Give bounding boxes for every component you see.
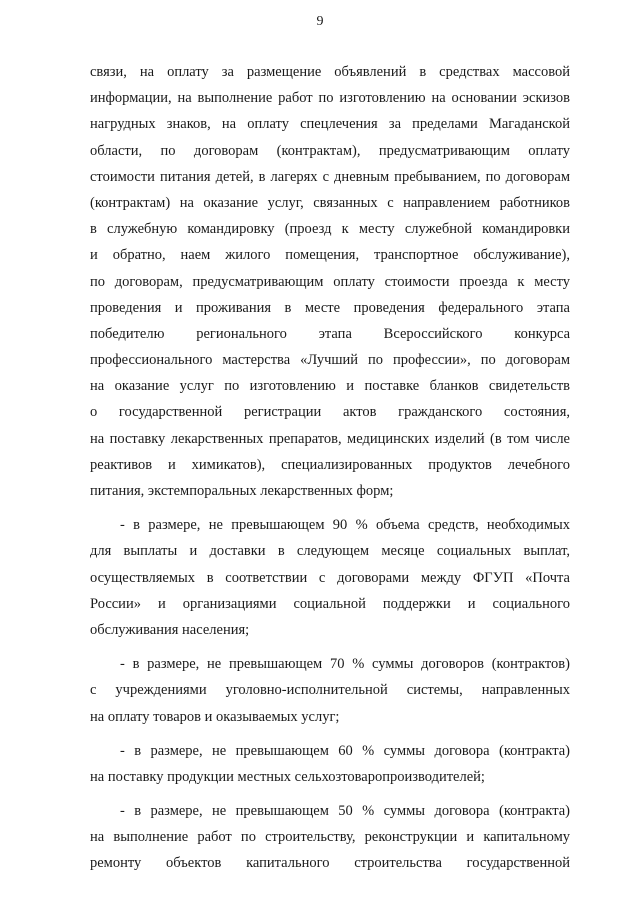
text-line: - в размере, не превышающем 90 % объема средств, необходимых: [120, 517, 570, 534]
text-line: - в размере, не превышающем 50 % суммы договора (контракта): [120, 803, 570, 820]
text-line: в служебную командировку (проезд к месту служебной командировки: [90, 221, 570, 238]
paragraph: [90, 651, 570, 730]
text-line: стоимости питания детей, в лагерях с дневным пребыванием, по договорам: [90, 168, 570, 185]
text-line: ремонту объектов капитального строительства государственной: [90, 855, 570, 872]
text-line: реактивов и химикатов), специализированных продуктов лечебного: [90, 456, 570, 473]
text-line: на поставку продукции местных сельхозтоваропроизводителей;: [90, 768, 485, 785]
text-line: - в размере, не превышающем 70 % суммы договоров (контрактов): [120, 656, 570, 673]
paragraph: [90, 512, 570, 643]
paragraph: [90, 798, 570, 877]
text-line: профессионального мастерства «Лучший по профессии», по договорам: [90, 352, 570, 369]
paragraph-gap: [90, 643, 570, 651]
text-line: информации, на выполнение работ по изготовлению на основании эскизов: [90, 90, 570, 107]
paragraph-gap: [90, 790, 570, 798]
paragraph: [90, 738, 570, 790]
text-line: - в размере, не превышающем 60 % суммы договора (контракта): [120, 742, 570, 759]
text-line: с учреждениями уголовно-исполнительной системы, направленных: [90, 682, 570, 699]
text-line: области, по договорам (контрактам), предусматривающим оплату: [90, 142, 570, 159]
text-line: питания, экстемпоральных лекарственных форм;: [90, 483, 394, 499]
text-line: осуществляемых в соответствии с договорами между ФГУП «Почта: [90, 569, 570, 586]
text-line: России» и организациями социальной поддержки и социального: [90, 595, 570, 612]
paragraph: [90, 59, 570, 504]
text-line: для выплаты и доставки в следующем месяце социальных выплат,: [90, 543, 570, 560]
text-line: на оплату товаров и оказываемых услуг;: [90, 708, 340, 725]
text-line: о государственной регистрации актов гражданского состояния,: [90, 404, 570, 421]
text-line: нагрудных знаков, на оплату спецлечения за пределами Магаданской: [90, 116, 570, 133]
text-line: на поставку лекарственных препаратов, медицинских изделий (в том числе: [90, 430, 570, 447]
paragraph-gap: [90, 730, 570, 738]
text-line: обслуживания населения;: [90, 621, 250, 638]
text-line: на оказание услуг по изготовлению и поставке бланков свидетельств: [90, 378, 570, 395]
page-number: 9: [316, 14, 324, 29]
text-line: и обратно, наем жилого помещения, транспортное обслуживание),: [90, 247, 570, 264]
paragraph-gap: [90, 504, 570, 512]
text-line: по договорам, предусматривающим оплату стоимости проезда к месту: [90, 273, 570, 290]
text-line: связи, на оплату за размещение объявлений в средствах массовой: [90, 64, 570, 80]
text-line: (контрактам) на оказание услуг, связанных с направлением работников: [90, 194, 570, 211]
text-line: на выполнение работ по строительству, реконструкции и капитальному: [90, 829, 570, 846]
text-line: победителю регионального этапа Всероссийского конкурса: [90, 325, 570, 342]
text-line: проведения и проживания в месте проведения федерального этапа: [90, 299, 570, 316]
document-body: [90, 59, 570, 877]
